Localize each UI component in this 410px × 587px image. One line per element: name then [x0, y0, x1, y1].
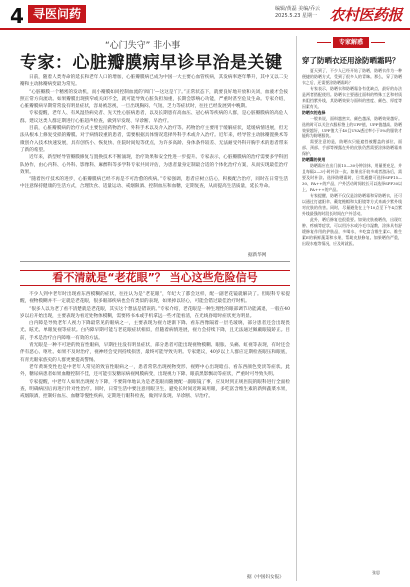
lead-paragraph: 目前，心脏瓣膜病的治疗方式主要包括药物治疗、外科手术以及介入治疗等。药物治疗主要用于缓解症状，延缓病情进展，但无法从根本上修复受损的瓣膜。对于病情较重的患者，需要根据具体情况选择外科手术或介入治疗。近年来，经导管主动脉瓣置换术等微创介入技术快速发展，具有创伤小、恢复快、住院时间短等优点，为许多高龄、身体条件较差、无法耐受外科开胸手术的患者带来了新的希望。 [20, 126, 288, 153]
side-headline: 穿了防晒衣还用涂防晒霜吗？ [302, 56, 400, 65]
page-number: 4 [10, 4, 24, 28]
lead-headline: 专家：心脏瓣膜病早诊早治是关键 [20, 53, 283, 73]
lead-source: 据新华网 [248, 253, 267, 258]
second-paragraph: 不少人到中老年时出现看东西模糊的症状，往往认为是“老花眼”，年纪大了都会这样，配一副老花镜就解决了。但眼科专家提醒，视物模糊并不一定就是老花眼，很多眼部疾病也会有类似的表现，如果掉以轻心，可能会错过最佳治疗时机。 [20, 292, 290, 305]
lead-article-body [20, 74, 288, 254]
side-paragraph: 此外，晒后修复也很重要。如果皮肤被晒伤，出现红肿、疼痛等症状，可以用冷水或冷毛巾湿敷，涂抹具有舒缓修复作用的护肤品，多喝水，多吃富含维生素C、维生素E的新鲜蔬菜和水果，帮助皮肤修复。如果晒伤严重，出现水疱等情况，应及时就医。 [302, 216, 402, 246]
second-paragraph: 专家提醒，中老年人如果出现视力下降，不要简单地认为是老花眼而随便配一副眼镜了事，应及时到正规医院的眼科进行全面检查，明确病因后再进行针对性治疗。同时，日常生活中要注意用眼卫生，避免长时间近距离用眼，多吃富含维生素的新鲜蔬菜水果，戒烟限酒，控制好血压、血糖等慢性疾病，定期进行眼科检查，做到早发现、早诊断、早治疗。 [20, 379, 290, 400]
side-subheading: 防晒霜的使用 [302, 157, 326, 163]
lead-paragraph: 专家提醒，老年人、有风湿热病史者、先天性心脏病患者，以及长期患有高血压、冠心病等疾病的人群，是心脏瓣膜病的高危人群。建议这类人群定期进行心脏超声检查，做到早发现、早诊断、早治疗。 [20, 111, 288, 124]
second-headline-box [20, 270, 290, 286]
paper-logo: 农村医药报 [329, 6, 402, 24]
side-paragraph: 专家提醒，防晒不仅仅是涂防晒霜和穿防晒衣，还可以通过打遮阳伞、戴宽檐帽和太阳镜等方式来减少紫外线对皮肤的伤害。同时，尽量避免在上午10点至下午4点紫外线最强的时段长时间在户外活动。 [302, 193, 402, 216]
second-paragraph: 白内障是导致老年人视力下降最常见的眼病之一，主要表现为视力逐渐下降、看东西像隔着一层毛玻璃，部分患者还会出现畏光、眩光、单眼复视等症状。白内障早期可能与老花眼症状相似，但随着病情进展，视力会持续下降，且无法通过佩戴眼镜矫正。目前，手术是治疗白内障唯一有效的方法。 [20, 321, 290, 341]
side-paragraph: 专家表示，防晒衣和防晒霜各有优缺点，最好的办法是两者搭配使用。防晒衣主要通过面料的特殊工艺和材质来阻挡紫外线，其防晒效果与面料的密度、颜色、厚度等因素有关。 [302, 85, 402, 109]
lead-paragraph: 日前，随着人类寿命的延长和老年人口的增加，心脏瓣膜病已成为中国一大主要心血管疾病，其发病率逐年攀升，其中又以二尖瓣和主动脉瓣病变最为常见。 [20, 75, 288, 88]
side-paragraph: 需要注意的是，防晒衣只能遮挡被覆盖的部位，面部、颈部、手部等裸露在外的皮肤仍然需要涂抹防晒霜来保护。 [302, 139, 402, 157]
second-paragraph: 老年黄斑变性也是中老年人常见的致盲性眼病之一，患者常常出现视物变形、视野中心出现暗点、看东西颜色变淡等症状。此外，糖尿病患者如果血糖控制不佳，还可能引发糖尿病视网膜病变，出现视力下降、眼前黑影飘动等症状，严重时可导致失明。 [20, 364, 290, 378]
side-author: 张思 [372, 570, 380, 575]
side-paragraph: 一般来说，面料越密实、颜色越深，防晒效果越好。选购时可以关注衣服标签上的UPF值，UPF值越高，防晒效果越好，UPF值大于40且UVA透过率小于5%的服装才能称为防晒服装。 [302, 115, 402, 139]
masthead [0, 0, 410, 30]
column-divider [296, 36, 297, 581]
second-source: 据《中国妇女报》 [247, 575, 284, 580]
side-paragraph: 防晒霜应在出门前15—30分钟涂抹，用量要充足，并且每隔2—3小时补涂一次。如果出汗较多或者游泳后，需要及时补涂。选择防晒霜时，日常通勤可选择SPF15—30、PA++的产品，户外活动时间较长可以选择SPF30以上、PA+++的产品。 [302, 163, 402, 193]
section-tag: 寻医问药 [28, 5, 86, 23]
side-subheading: 防晒衣的选择 [302, 109, 326, 115]
second-headline: 看不清就是“老花眼”？ 当心这些危险信号 [52, 271, 258, 284]
lead-paragraph: “心脏瓣膜一个精密的发动机，而小瓣膜如同控制血流的‘阀门’—这这是‘门’。”正常状态下，就要良好地开放和关闭，血液才会按照正常方向流动。如果瓣膜出现狭窄或关闭不全，就可能导致心脏负担加重，长期会影响心功能，严重时甚至危及生命。专家介绍，心脏瓣膜病早期常常没有明显症状，容易被忽视，一旦出现胸闷、气短、乏力等症状时，往往已经发展到中晚期。 [20, 89, 288, 110]
second-paragraph: 青光眼是一种不可逆的致盲性眼病，早期往往没有明显症状，部分患者可能出现视物模糊、眼胀、头痛、虹视等表现，有时还会伴有恶心、呕吐。如果不及时治疗，视神经会受到持续损害，最终可能导致失明。专家建议，40岁以上人群应定期检查眼压和眼底，有青光眼家族史的人群更要提高警惕。 [20, 343, 290, 363]
second-paragraph: “很多人以为老了看不清楚就是老花眼，其实这个想法是错误的。”专家介绍，老花眼是一种生理性的眼部调节功能减退，一般在40岁以后开始出现，主要表现为看近处物体模糊，需要将书本或手机拿远一些才能看清，在光线昏暗时症状更为明显。 [20, 306, 290, 319]
editor-line: 编辑/黄磊 美编/乔云 [275, 6, 320, 12]
issue-meta [275, 6, 320, 20]
second-article-body [20, 291, 290, 576]
lead-paragraph: 近年来，新型经导管瓣膜修复与置换技术不断涌现，治疗效果和安全性进一步提升。专家表示，心脏瓣膜病的治疗需要多学科团队协作，由心内科、心外科、影像科、麻醉科等多学科专家共同评估，为患者量身定制最合适的个体化治疗方案，从而实现最佳治疗效果。 [20, 155, 288, 175]
side-article-body [302, 68, 402, 568]
section-divider [20, 261, 290, 262]
column-badge: 专家解惑 [333, 37, 369, 48]
lead-paragraph: “随着医疗技术的进步，心脏瓣膜病已经不再是不可治愈的疾病。”专家强调，患者应树立信心，积极配合治疗，同时在日常生活中注意保持健康的生活方式，合理饮食、适量运动、戒烟限酒、控制血压和血糖，定期复查，从而提高生活质量，延长寿命。 [20, 177, 288, 190]
date-line: 2025.5.23 星期一 [275, 13, 318, 19]
lead-subtitle: “心门失守” 非小事 [105, 41, 181, 51]
side-paragraph: 夏天到了，不少人已经开始了防晒，防晒衣作为一种便捷的防晒方式，受到了很多人的青睐。那么，穿了防晒衣之后，还需要涂防晒霜吗？ [302, 68, 402, 85]
